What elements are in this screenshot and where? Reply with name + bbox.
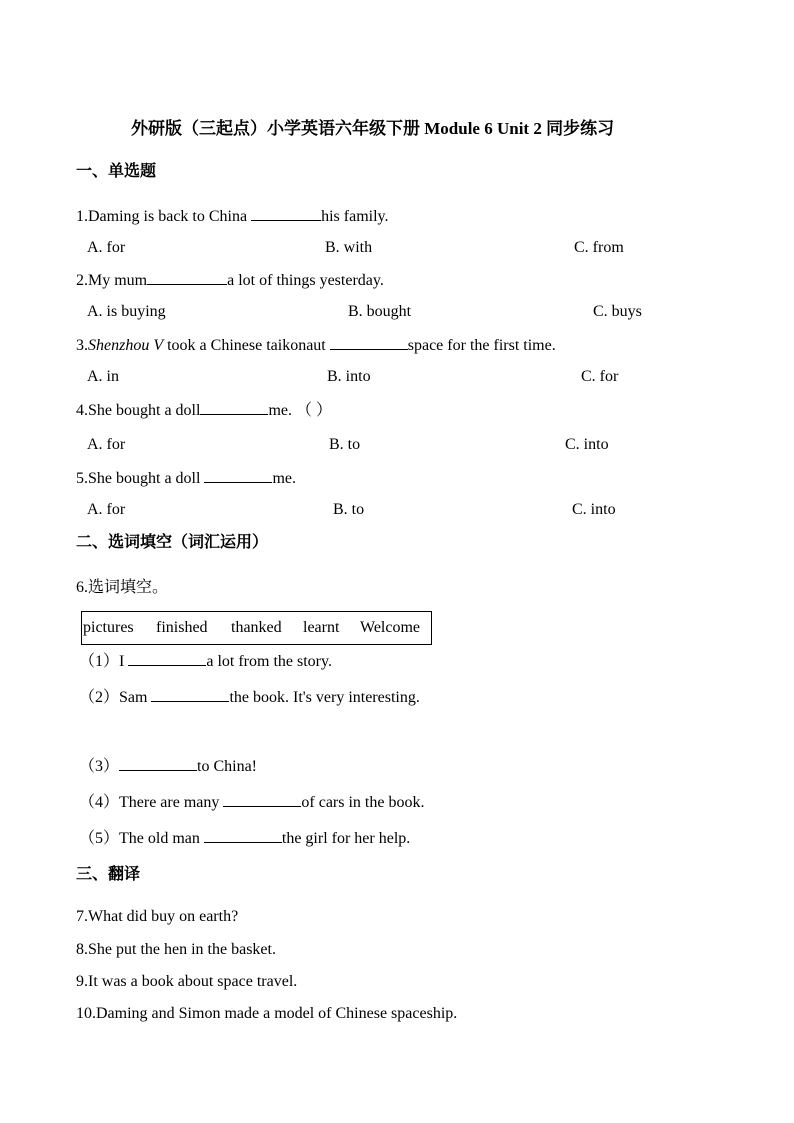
question-3: 3.Shenzhou V took a Chinese taikonaut space for the first time. bbox=[76, 337, 556, 354]
translation-item-7: 7.What did buy on earth? bbox=[76, 908, 239, 925]
q1-option-b[interactable]: B. with bbox=[325, 239, 373, 256]
q2-option-a[interactable]: A. is buying bbox=[87, 303, 166, 320]
q3-option-b[interactable]: B. into bbox=[327, 368, 371, 385]
section-heading-word-fill: 二、选词填空（词汇运用） bbox=[76, 534, 269, 551]
q1-option-c[interactable]: C. from bbox=[574, 239, 624, 256]
q5-option-c[interactable]: C. into bbox=[572, 501, 616, 518]
translation-item-9: 9.It was a book about space travel. bbox=[76, 973, 298, 990]
q3-option-a[interactable]: A. in bbox=[87, 368, 119, 385]
q3-option-c[interactable]: C. for bbox=[581, 368, 619, 385]
answer-blank[interactable] bbox=[119, 756, 197, 771]
word-bank-box bbox=[81, 611, 432, 645]
page-title: 外研版（三起点）小学英语六年级下册 Module 6 Unit 2 同步练习 bbox=[131, 119, 615, 138]
translation-item-10: 10.Daming and Simon made a model of Chinese spaceship. bbox=[76, 1005, 458, 1022]
question-4: 4.She bought a doll me. （ ） bbox=[76, 402, 332, 419]
q4-option-b[interactable]: B. to bbox=[329, 436, 361, 453]
q6-item-4: （4）There are many of cars in the book. bbox=[79, 794, 425, 811]
q6-item-2: （2）Sam the book. It's very interesting. bbox=[79, 689, 420, 706]
q2-option-c[interactable]: C. buys bbox=[593, 303, 642, 320]
q2-option-b[interactable]: B. bought bbox=[348, 303, 412, 320]
answer-blank[interactable] bbox=[200, 400, 268, 415]
q4-option-a[interactable]: A. for bbox=[87, 436, 126, 453]
q6-item-1: （1）I a lot from the story. bbox=[79, 653, 332, 670]
word-bank-word: learnt bbox=[303, 619, 340, 636]
answer-blank[interactable] bbox=[330, 335, 408, 350]
translation-item-8: 8.She put the hen in the basket. bbox=[76, 941, 276, 958]
q6-item-5: （5）The old man the girl for her help. bbox=[79, 830, 411, 847]
word-bank-word: Welcome bbox=[360, 619, 421, 636]
answer-blank[interactable] bbox=[204, 468, 272, 483]
q5-option-b[interactable]: B. to bbox=[333, 501, 365, 518]
section-heading-translation: 三、翻译 bbox=[76, 866, 141, 883]
q5-option-a[interactable]: A. for bbox=[87, 501, 126, 518]
answer-blank[interactable] bbox=[204, 828, 282, 843]
answer-blank[interactable] bbox=[223, 792, 301, 807]
question-1: 1.Daming is back to China his family. bbox=[76, 208, 389, 225]
answer-blank[interactable] bbox=[128, 651, 206, 666]
q1-option-a[interactable]: A. for bbox=[87, 239, 126, 256]
question-2: 2.My mum a lot of things yesterday. bbox=[76, 272, 384, 289]
q6-item-3: （3） to China! bbox=[79, 758, 258, 775]
section-heading-single-choice: 一、单选题 bbox=[76, 163, 157, 180]
answer-blank[interactable] bbox=[147, 270, 227, 285]
word-bank-word: finished bbox=[156, 619, 208, 636]
word-bank-word: thanked bbox=[231, 619, 282, 636]
q4-option-c[interactable]: C. into bbox=[565, 436, 609, 453]
answer-blank[interactable] bbox=[251, 206, 321, 221]
word-bank-word: pictures bbox=[83, 619, 134, 636]
question-5: 5.She bought a doll me. bbox=[76, 470, 296, 487]
question-6-prompt: 6.选词填空。 bbox=[76, 579, 169, 596]
answer-blank[interactable] bbox=[151, 687, 229, 702]
